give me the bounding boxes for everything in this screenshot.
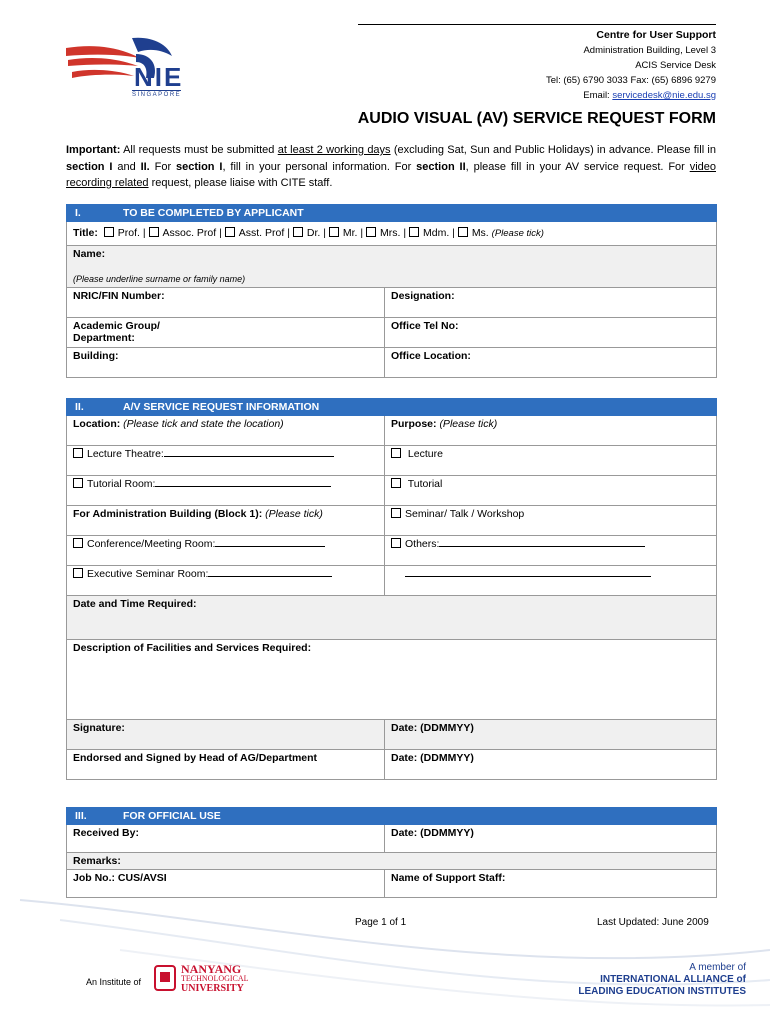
logo-text: NIE	[134, 62, 184, 92]
checkbox-ms[interactable]	[458, 227, 468, 237]
checkbox-mdm[interactable]	[409, 227, 419, 237]
institute-of-label: An Institute of	[86, 977, 142, 987]
checkbox-assoc-prof[interactable]	[149, 227, 159, 237]
lecture-theatre-field[interactable]: Lecture Theatre:	[67, 446, 385, 476]
email-link[interactable]: servicedesk@nie.edu.sg	[612, 90, 716, 101]
job-no-field[interactable]: Job No.: CUS/AVSI	[67, 870, 385, 898]
section-2-table: II. A/V SERVICE REQUEST INFORMATION Location: (Please tick and state the location) Purpose: (Please tick) Lecture Theatre: Lecture Tutorial Room: Tutorial For Administration Building (Block 1): (Please tick) Seminar/ Talk / Workshop Conference/Meeting Room: Others: Executive Seminar Room: Date and Time Required: Description of Facilities and Services Required: Signature: Date: (DDMMYY) Endorsed and Signed by Head of AG/Department Date: (DDMMYY)	[66, 398, 717, 780]
nric-field[interactable]: NRIC/FIN Number:	[67, 288, 385, 318]
received-date-field[interactable]: Date: (DDMMYY)	[385, 825, 717, 853]
signature-field[interactable]: Signature:	[67, 720, 385, 750]
designation-field[interactable]: Designation:	[385, 288, 717, 318]
checkbox-lecture-theatre[interactable]	[73, 448, 83, 458]
name-field[interactable]: Name: (Please underline surname or family name)	[67, 246, 717, 288]
checkbox-tutorial[interactable]	[391, 478, 401, 488]
form-title: AUDIO VISUAL (AV) SERVICE REQUEST FORM	[357, 110, 716, 127]
office-location-field[interactable]: Office Location:	[385, 348, 717, 378]
tel-fax: Tel: (65) 6790 3033 Fax: (65) 6896 9279	[545, 75, 716, 86]
checkbox-lecture[interactable]	[391, 448, 401, 458]
page-number: Page 1 of 1	[355, 917, 407, 928]
footer-swoosh	[0, 880, 770, 1024]
description-field[interactable]: Description of Facilities and Services Required:	[67, 640, 717, 720]
address-line-2: ACIS Service Desk	[635, 60, 716, 71]
remarks-field[interactable]: Remarks:	[67, 853, 717, 870]
header-rule	[358, 24, 716, 25]
checkbox-tutorial-room[interactable]	[73, 478, 83, 488]
signature-date-field[interactable]: Date: (DDMMYY)	[385, 720, 717, 750]
office-tel-field[interactable]: Office Tel No:	[385, 318, 717, 348]
checkbox-mrs[interactable]	[366, 227, 376, 237]
date-time-field[interactable]: Date and Time Required:	[67, 596, 717, 640]
checkbox-mr[interactable]	[329, 227, 339, 237]
alliance-logo: A member of INTERNATIONAL ALLIANCE of LEADING EDUCATION INSTITUTES	[578, 962, 746, 997]
section-1-table	[66, 204, 717, 378]
checkbox-conference-room[interactable]	[73, 538, 83, 548]
received-by-field[interactable]: Received By:	[67, 825, 385, 853]
checkbox-prof[interactable]	[104, 227, 114, 237]
checkbox-dr[interactable]	[293, 227, 303, 237]
endorsed-date-field[interactable]: Date: (DDMMYY)	[385, 750, 717, 780]
section-1-header: I. TO BE COMPLETED BY APPLICANT	[67, 205, 717, 222]
address-line-1: Administration Building, Level 3	[583, 45, 716, 56]
academic-group-field[interactable]: Academic Group/ Department:	[67, 318, 385, 348]
ntu-logo: NANYANG TECHNOLOGICAL UNIVERSITY	[153, 964, 177, 999]
checkbox-executive-seminar-room[interactable]	[73, 568, 83, 578]
logo-subtext: SINGAPORE	[132, 92, 182, 98]
nie-logo	[62, 34, 192, 102]
checkbox-asst-prof[interactable]	[225, 227, 235, 237]
checkbox-others[interactable]	[391, 538, 401, 548]
tutorial-room-field[interactable]: Tutorial Room:	[67, 476, 385, 506]
building-field[interactable]: Building:	[67, 348, 385, 378]
ntu-crest-icon	[153, 964, 177, 994]
checkbox-seminar[interactable]	[391, 508, 401, 518]
title-row: Title: Prof. | Assoc. Prof | Asst. Prof | Dr. | Mr. | Mrs. | Mdm. | Ms. (Please tick)	[67, 222, 717, 246]
support-staff-field[interactable]: Name of Support Staff:	[385, 870, 717, 898]
section-2-header: II. A/V SERVICE REQUEST INFORMATION	[67, 399, 717, 416]
contact-block	[546, 28, 716, 103]
endorsed-field[interactable]: Endorsed and Signed by Head of AG/Department	[67, 750, 385, 780]
centre-name: Centre for User Support	[596, 29, 716, 41]
intro-paragraph: Important: All requests must be submitted at least 2 working days (excluding Sat, Sun and Public Holidays) in advance. Please fill in section I and II. For section I, fill in your personal information. For section II, please fill in your AV service request. For video recording related request, please liaise with CITE staff.	[66, 144, 716, 189]
email-line: Email: servicedesk@nie.edu.sg	[583, 90, 716, 101]
last-updated: Last Updated: June 2009	[597, 917, 709, 928]
others-field[interactable]: Others:	[385, 536, 717, 566]
conference-room-field[interactable]: Conference/Meeting Room:	[67, 536, 385, 566]
executive-seminar-room-field[interactable]: Executive Seminar Room:	[67, 566, 385, 596]
section-3-header: III. FOR OFFICIAL USE	[67, 808, 717, 825]
